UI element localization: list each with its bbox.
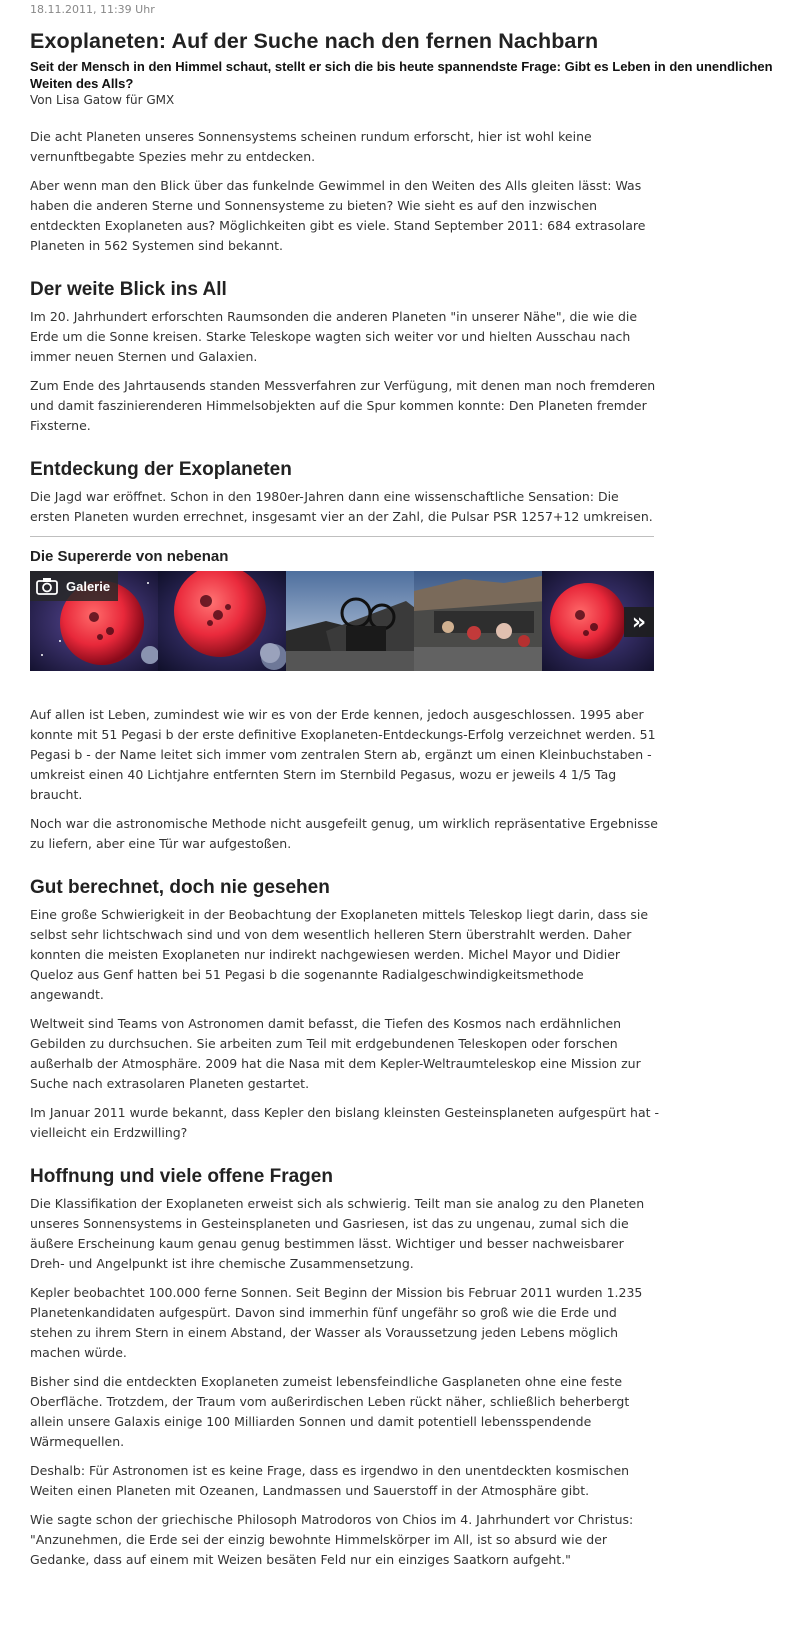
paragraph: Kepler beobachtet 100.000 ferne Sonnen. Seit Beginn der Mission bis Februar 2011 wurden 1.235 Planetenkandidaten aufgespürt. Davon sind immerhin fünf ungefähr so groß wie die Erde und stehen zu ihrem Stern in einem Abstand, der Wasser als Voraussetzung jeden Lebens möglich machen würde. [30, 1285, 643, 1360]
paragraph: Im 20. Jahrhundert erforschten Raumsonden die anderen Planeten "in unserer Nähe", die wie die Erde um die Sonne kreisen. Starke Teleskope wagten sich weiter vor und hielten Ausschau nach immer neuen Sternen und Galaxien. [30, 309, 638, 364]
paragraph: Die Jagd war eröffnet. Schon in den 1980er-Jahren dann eine wissenschaftliche Sensation: Die ersten Planeten wurden errechnet, insgesamt vier an der Zahl, die Pulsar PSR 1257+12 umkreisen. [30, 489, 653, 524]
section-heading: Entdeckung der Exoplaneten [30, 459, 292, 480]
section-heading: Der weite Blick ins All [30, 279, 227, 300]
paragraph: Zum Ende des Jahrtausends standen Messverfahren zur Verfügung, mit denen man noch fremderen und damit faszinierenderen Himmelsobjekten auf die Spur kommen konnte: Den Planeten fremder Fixsterne. [30, 378, 656, 433]
paragraph: Weltweit sind Teams von Astronomen damit befasst, die Tiefen des Kosmos nach erdähnlichen Gebilden zu durchsuchen. Sie arbeiten zum Teil mit erdgebundenen Teleskopen oder forschen außerhalb der Atmosphäre. 2009 hat die Nasa mit dem Kepler-Weltraumteleskop eine Mission zur Suche nach extrasolaren Planeten gestartet. [30, 1016, 641, 1091]
paragraph: Bisher sind die entdeckten Exoplaneten zumeist lebensfeindliche Gasplaneten ohne eine feste Oberfläche. Trotzdem, der Traum vom außerirdischen Leben rückt näher, schließlich beherbergt allein unsere Galaxis einige 100 Milliarden Sonnen und damit potentiell lebensspendende Wärmequellen. [30, 1374, 630, 1449]
next-arrow-icon[interactable]: » [624, 607, 654, 637]
camera-icon [36, 577, 58, 595]
gallery-title: Die Supererde von nebenan [30, 548, 229, 565]
article [30, 0, 776, 1579]
article-date: 18.11.2011, 11:39 Uhr [30, 3, 155, 16]
gallery-thumbnail-observatory[interactable] [286, 571, 419, 671]
gallery-button[interactable] [30, 571, 118, 601]
article-body [30, 109, 660, 1570]
section-heading: Hoffnung und viele offene Fragen [30, 1166, 333, 1187]
section-heading: Gut berechnet, doch nie gesehen [30, 877, 330, 898]
paragraph: Auf allen ist Leben, zumindest wie wir es von der Erde kennen, jedoch ausgeschlossen. 1995 aber konnte mit 51 Pegasi b der erste definitive Exoplaneten-Entdeckungs-Erfolg verzeichnet werden. 51 Pegasi b - der Name leitet sich immer vom zentralen Stern ab, ergänzt um einen Kleinbuchstaben - umkreist einen 40 Lichtjahre entfernten Stern im Sternbild Pegasus, wozu er jeweils 4 1/5 Tag braucht. [30, 707, 656, 802]
article-lead: Seit der Mensch in den Himmel schaut, stellt er sich die bis heute spannendste Frage: Gibt es Leben in den unendlichen Weiten des Alls? [30, 59, 773, 91]
paragraph: Noch war die astronomische Methode nicht ausgefeilt genug, um wirklich repräsentative Ergebnisse zu liefern, aber eine Tür war aufgestoßen. [30, 816, 658, 851]
article-author: Von Lisa Gatow für GMX [30, 93, 175, 107]
paragraph: Im Januar 2011 wurde bekannt, dass Kepler den bislang kleinsten Gesteinsplaneten aufgespürt hat - vielleicht ein Erdzwilling? [30, 1105, 660, 1140]
gallery-thumbnail-red-planet-closeup[interactable] [158, 571, 291, 671]
paragraph: Wie sagte schon der griechische Philosoph Matrodoros von Chios im 4. Jahrhundert vor Christus: "Anzunehmen, die Erde sei der einzig bewohnte Himmelskörper im All, ist so absurd wie der Gedanke, dass auf einem mit Weizen besäten Feld nur ein einziges Saatkorn aufgeht." [30, 1512, 634, 1567]
paragraph: Eine große Schwierigkeit in der Beobachtung der Exoplaneten mittels Teleskop liegt darin, dass sie selbst sehr lichtschwach sind und von dem wesentlich helleren Stern überstrahlt werden. Daher konnten die meisten Exoplaneten nur indirekt nachgewiesen werden. Michel Mayor und Didier Queloz aus Genf hatten bei 51 Pegasi b die sogenannte Radialgeschwindigkeitsmethode angewandt. [30, 907, 649, 1002]
paragraph: Die acht Planeten unseres Sonnensystems scheinen rundum erforscht, hier ist wohl keine vernunftbegabte Spezies mehr zu entdecken. [30, 129, 592, 164]
gallery-thumbnail-telescopes[interactable] [414, 571, 547, 671]
gallery-button-label: Galerie [66, 578, 111, 594]
paragraph: Aber wenn man den Blick über das funkelnde Gewimmel in den Weiten des Alls gleiten lässt: Was haben die anderen Sterne und Sonnensysteme zu bieten? Wie sieht es auf den inzwischen entdeckten Exoplaneten aus? Möglichkeiten gibt es viele. Stand September 2011: 684 extrasolare Planeten in 562 Systemen sind bekannt. [30, 178, 646, 253]
image-gallery[interactable] [30, 571, 654, 671]
paragraph: Die Klassifikation der Exoplaneten erweist sich als schwierig. Teilt man sie analog zu den Planeten unseres Sonnensystems in Gesteinsplaneten und Gasriesen, ist das zu ungenau, zumal sich die äußere Erscheinung kaum genau genug bestimmen lässt. Wichtiger und besser nachweisbarer Dreh- und Angelpunkt ist ihre chemische Zusammensetzung. [30, 1196, 645, 1271]
article-title: Exoplaneten: Auf der Suche nach den fernen Nachbarn [30, 29, 599, 53]
paragraph: Deshalb: Für Astronomen ist es keine Frage, dass es irgendwo in den unentdeckten kosmischen Weiten einen Planeten mit Ozeanen, Landmassen und Sauerstoff in der Atmosphäre gibt. [30, 1463, 630, 1498]
